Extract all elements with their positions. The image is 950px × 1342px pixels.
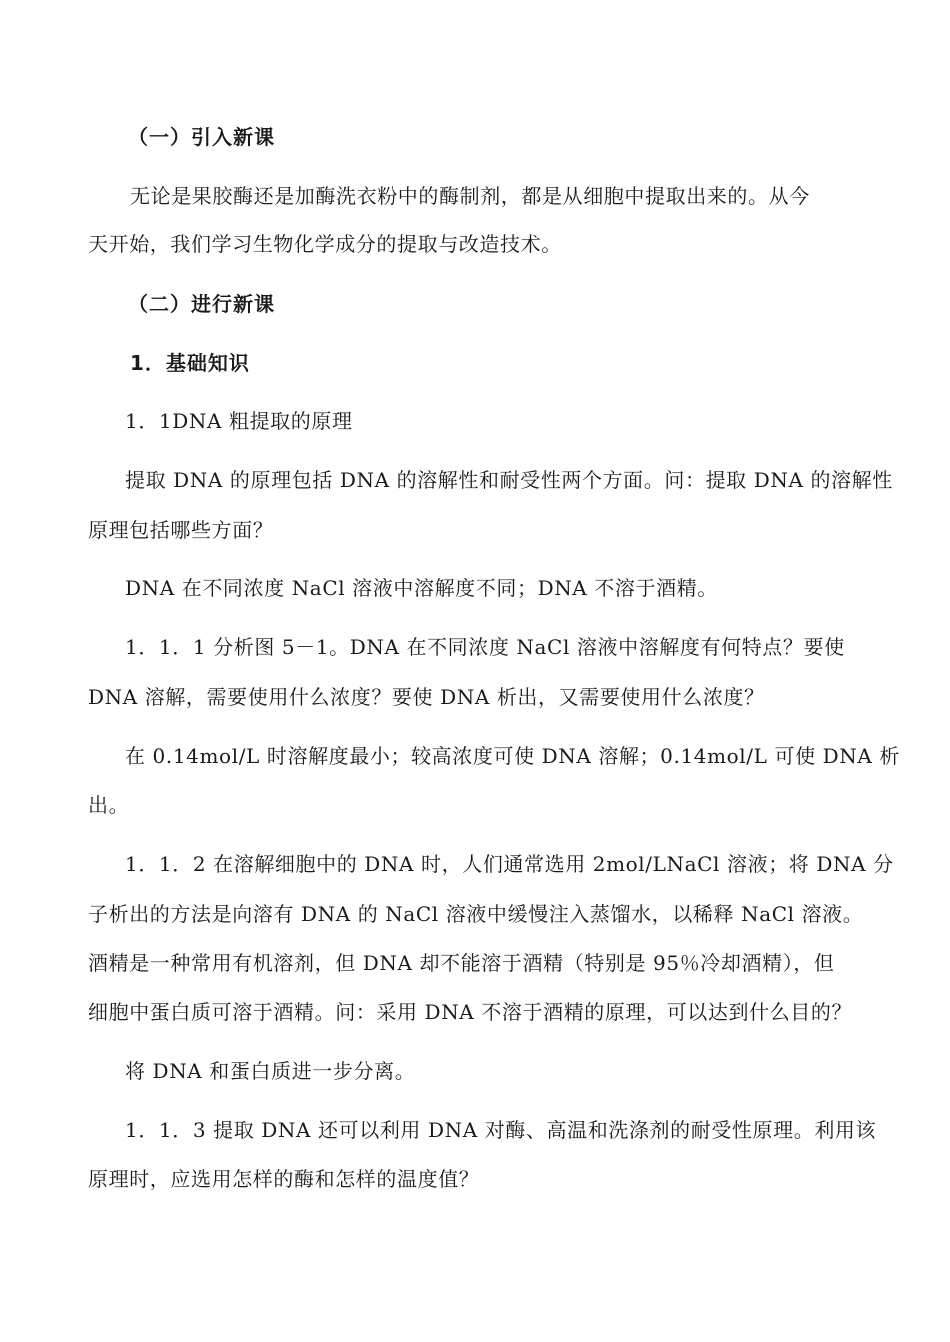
- paragraph-solubility-answer: DNA 在不同浓度 NaCl 溶液中溶解度不同；DNA 不溶于酒精。: [125, 576, 718, 600]
- paragraph-1-1-3-line-2: 原理时，应选用怎样的酶和怎样的温度值？: [88, 1167, 480, 1191]
- paragraph-principle-line-2: 原理包括哪些方面？: [88, 518, 274, 542]
- paragraph-1-1-2-line-4: 细胞中蛋白质可溶于酒精。问：采用 DNA 不溶于酒精的原理，可以达到什么目的？: [88, 1000, 853, 1024]
- paragraph-1-1-2-line-2: 子析出的方法是向溶有 DNA 的 NaCl 溶液中缓慢注入蒸馏水，以稀释 NaCl 溶液。: [88, 902, 864, 926]
- section-heading-intro: （一）引入新课: [128, 125, 275, 149]
- section-heading-new-lesson: （二）进行新课: [128, 292, 275, 316]
- paragraph-separation-answer: 将 DNA 和蛋白质进一步分离。: [125, 1059, 416, 1083]
- paragraph-1-1-3-line-1: 1．1．3 提取 DNA 还可以利用 DNA 对酶、高温和洗涤剂的耐受性原理。利用该: [125, 1118, 877, 1142]
- paragraph-concentration-answer-line-2: 出。: [88, 793, 130, 817]
- paragraph-1-1-2-line-3: 酒精是一种常用有机溶剂，但 DNA 却不能溶于酒精（特别是 95％冷却酒精），但: [88, 951, 835, 975]
- paragraph-principle-line-1: 提取 DNA 的原理包括 DNA 的溶解性和耐受性两个方面。问：提取 DNA 的溶解性: [125, 468, 893, 492]
- paragraph-1-1-2-line-1: 1．1．2 在溶解细胞中的 DNA 时，人们通常选用 2mol/LNaCl 溶液；将 DNA 分: [125, 852, 894, 876]
- paragraph-1-1-1-line-1: 1．1．1 分析图 5－1。DNA 在不同浓度 NaCl 溶液中溶解度有何特点？要使: [125, 635, 845, 659]
- paragraph-concentration-answer-line-1: 在 0.14mol/L 时溶解度最小；较高浓度可使 DNA 溶解；0.14mol/L 可使 DNA 析: [125, 744, 900, 768]
- intro-paragraph-line-1: 无论是果胶酶还是加酶洗衣粉中的酶制剂，都是从细胞中提取出来的。从今: [130, 184, 810, 208]
- subsection-title-dna-extraction-principle: 1．1DNA 粗提取的原理: [125, 409, 353, 433]
- intro-paragraph-line-2: 天开始，我们学习生物化学成分的提取与改造技术。: [88, 232, 562, 256]
- paragraph-1-1-1-line-2: DNA 溶解，需要使用什么浓度？要使 DNA 析出，又需要使用什么浓度？: [88, 685, 765, 709]
- subsection-heading-basics: 1．基础知识: [130, 351, 250, 375]
